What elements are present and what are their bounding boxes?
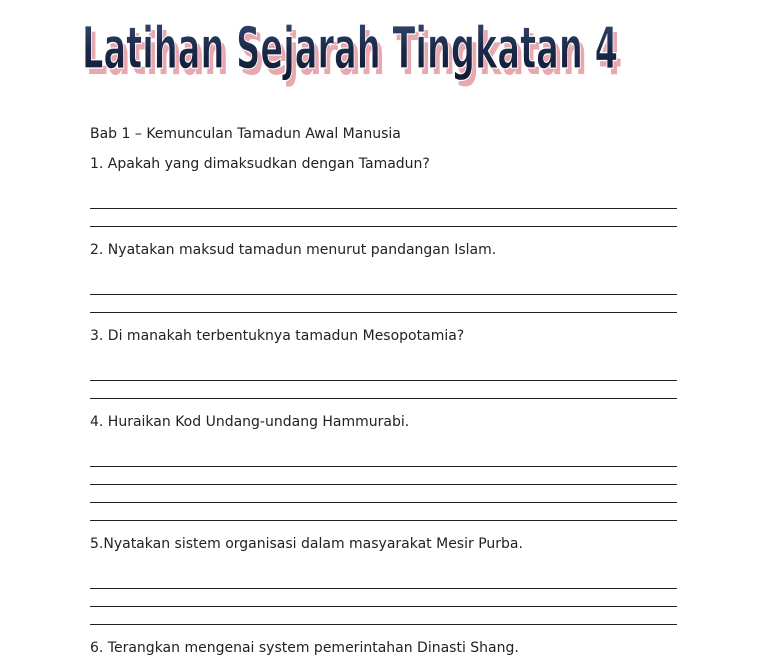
worksheet-content xyxy=(90,125,680,671)
answer-area xyxy=(90,259,680,327)
answer-line[interactable] xyxy=(90,277,677,295)
question-text: 1. Apakah yang dimaksudkan dengan Tamadun? xyxy=(90,156,430,172)
question-item xyxy=(90,639,680,671)
question-text: 6. Terangkan mengenai system pemerintahan Dinasti Shang. xyxy=(90,640,519,656)
answer-line[interactable] xyxy=(90,503,677,521)
answer-area xyxy=(90,553,680,639)
answer-line[interactable] xyxy=(90,363,677,381)
chapter-heading: Bab 1 – Kemunculan Tamadun Awal Manusia xyxy=(90,126,401,142)
answer-line[interactable] xyxy=(90,589,677,607)
answer-line[interactable] xyxy=(90,467,677,485)
answer-line[interactable] xyxy=(90,295,677,313)
question-item xyxy=(90,327,680,413)
title-svg xyxy=(80,2,640,92)
answer-line[interactable] xyxy=(90,607,677,625)
wordart-title xyxy=(80,2,640,92)
question-item xyxy=(90,413,680,535)
question-spacer xyxy=(90,657,680,671)
answer-area xyxy=(90,345,680,413)
question-text: 3. Di manakah terbentuknya tamadun Mesopotamia? xyxy=(90,328,465,344)
question-item xyxy=(90,241,680,327)
answer-line[interactable] xyxy=(90,191,677,209)
answer-line[interactable] xyxy=(90,381,677,399)
answer-area xyxy=(90,431,680,535)
question-text: 4. Huraikan Kod Undang-undang Hammurabi. xyxy=(90,414,410,430)
answer-line[interactable] xyxy=(90,485,677,503)
question-item xyxy=(90,155,680,241)
page-title: Latihan Sejarah Tingkatan 4 xyxy=(82,14,618,82)
question-text: 2. Nyatakan maksud tamadun menurut pandangan Islam. xyxy=(90,242,497,258)
answer-line[interactable] xyxy=(90,571,677,589)
question-item xyxy=(90,535,680,639)
question-list xyxy=(90,155,680,671)
answer-area xyxy=(90,173,680,241)
answer-line[interactable] xyxy=(90,209,677,227)
title-shadow: Latihan Sejarah Tingkatan 4 xyxy=(86,20,622,88)
answer-line[interactable] xyxy=(90,449,677,467)
question-text: 5.Nyatakan sistem organisasi dalam masyarakat Mesir Purba. xyxy=(90,536,523,552)
